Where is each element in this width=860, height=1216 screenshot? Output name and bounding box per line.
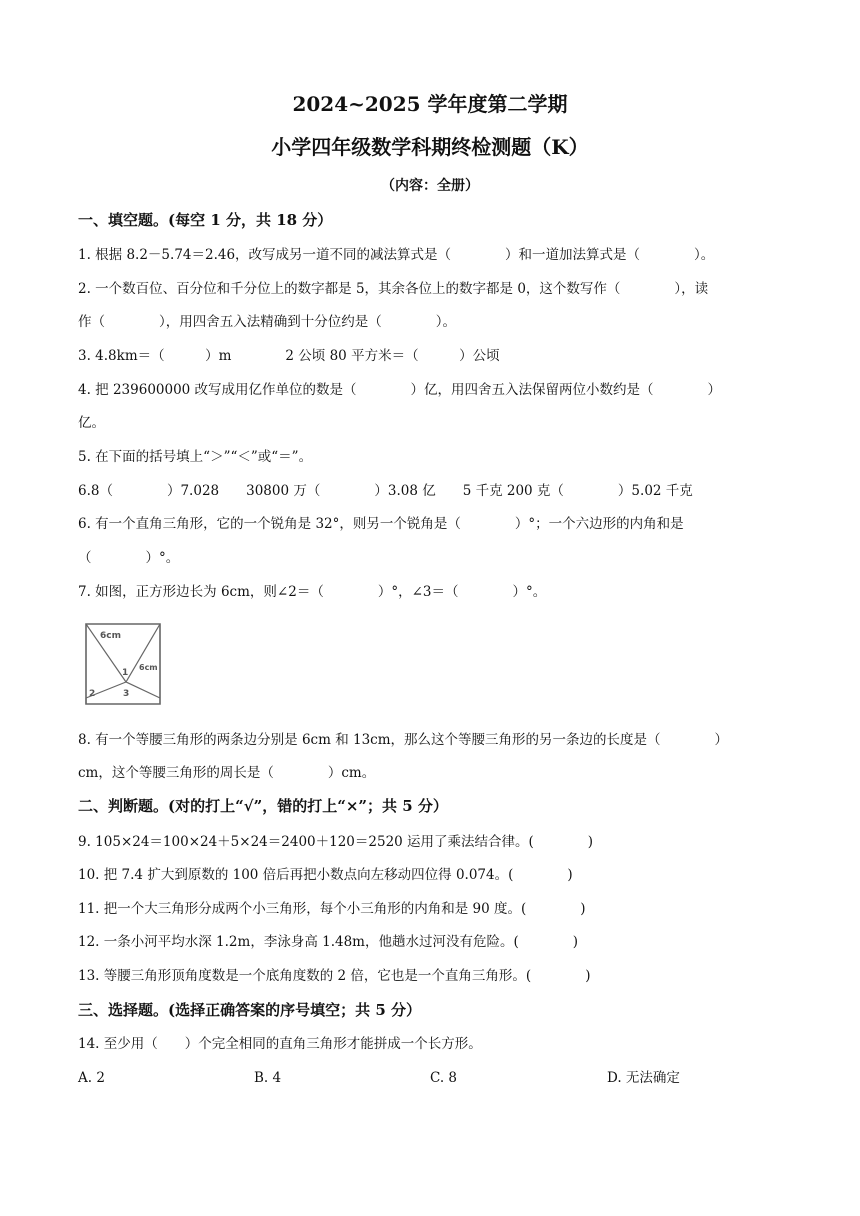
question-14: 14. 至少用（ ）个完全相同的直角三角形才能拼成一个长方形。: [78, 1036, 482, 1052]
section-true-false: 二、判断题。(对的打上“√”，错的打上“×”；共 5 分）: [78, 797, 448, 815]
question-4-line2: 亿。: [78, 415, 105, 431]
exam-title-line2: 小学四年级数学科期终检测题（K）: [271, 135, 589, 159]
question-3: 3. 4.8km＝（ ）m 2 公顷 80 平方米＝（ ）公顷: [78, 348, 500, 364]
question-5: 5. 在下面的括号填上“＞”“＜”或“＝”。: [78, 449, 313, 465]
option-a: A. 2: [78, 1070, 105, 1086]
section-fill-in: 一、填空题。(每空 1 分，共 18 分）: [78, 211, 333, 229]
exam-subtitle: （内容：全册）: [381, 178, 479, 194]
question-9: 9. 105×24＝100×24＋5×24＝2400＋120＝2520 运用了乘法结合律。( ): [78, 834, 594, 850]
question-2-line2: 作（ ），用四舍五入法精确到十分位约是（ ）。: [78, 314, 456, 330]
figure-label-top: 6cm: [100, 631, 121, 641]
question-11: 11. 把一个大三角形分成两个小三角形，每个小三角形的内角和是 90 度。( ): [78, 901, 586, 917]
question-8-line1: 8. 有一个等腰三角形的两条边分别是 6cm 和 13cm，那么这个等腰三角形的另一条边的长度是（ ）: [78, 732, 729, 748]
figure-angle-2: 2: [89, 689, 96, 699]
section-multiple-choice: 三、选择题。(选择正确答案的序号填空；共 5 分）: [78, 1001, 421, 1019]
question-8-line2: cm，这个等腰三角形的周长是（ ）cm。: [78, 765, 376, 781]
question-6-line2: （ ）°。: [78, 550, 180, 566]
question-12: 12. 一条小河平均水深 1.2m，李泳身高 1.48m，他趟水过河没有危险。( ): [78, 934, 579, 950]
option-d: D. 无法确定: [607, 1070, 680, 1086]
option-b: B. 4: [254, 1070, 282, 1086]
question-10: 10. 把 7.4 扩大到原数的 100 倍后再把小数点向左移动四位得 0.074。( ): [78, 867, 573, 883]
question-5-comparisons: 6.8（ ）7.028 30800 万（ ）3.08 亿 5 千克 200 克（ ）5.02 千克: [78, 483, 693, 499]
question-1: 1. 根据 8.2－5.74＝2.46，改写成另一道不同的减法算式是（ ）和一道加法算式是（ ）。: [78, 247, 715, 263]
figure-label-right: 6cm: [139, 663, 158, 672]
fold-line-bottom-right: [126, 682, 160, 698]
question-13: 13. 等腰三角形顶角度数是一个底角度数的 2 倍，它也是一个直角三角形。( ): [78, 968, 591, 984]
figure-angle-3: 3: [123, 689, 130, 699]
question-2-line1: 2. 一个数百位、百分位和千分位上的数字都是 5，其余各位上的数字都是 0，这个数写作（ ），读: [78, 281, 709, 297]
question-7: 7. 如图，正方形边长为 6cm，则∠2＝（ ）°，∠3＝（ ）°。: [78, 584, 547, 600]
exam-title-line1: 2024~2025 学年度第二学期: [292, 92, 568, 116]
option-c: C. 8: [430, 1070, 458, 1086]
figure-angle-1: 1: [122, 668, 129, 678]
fold-line-right: [126, 624, 160, 682]
square-figure: [82, 620, 164, 708]
question-6-line1: 6. 有一个直角三角形，它的一个锐角是 32°，则另一个锐角是（ ）°；一个六边形的内角和是: [78, 516, 684, 532]
question-4-line1: 4. 把 239600000 改写成用亿作单位的数是（ ）亿，用四舍五入法保留两位小数约是（ ）: [78, 382, 722, 398]
